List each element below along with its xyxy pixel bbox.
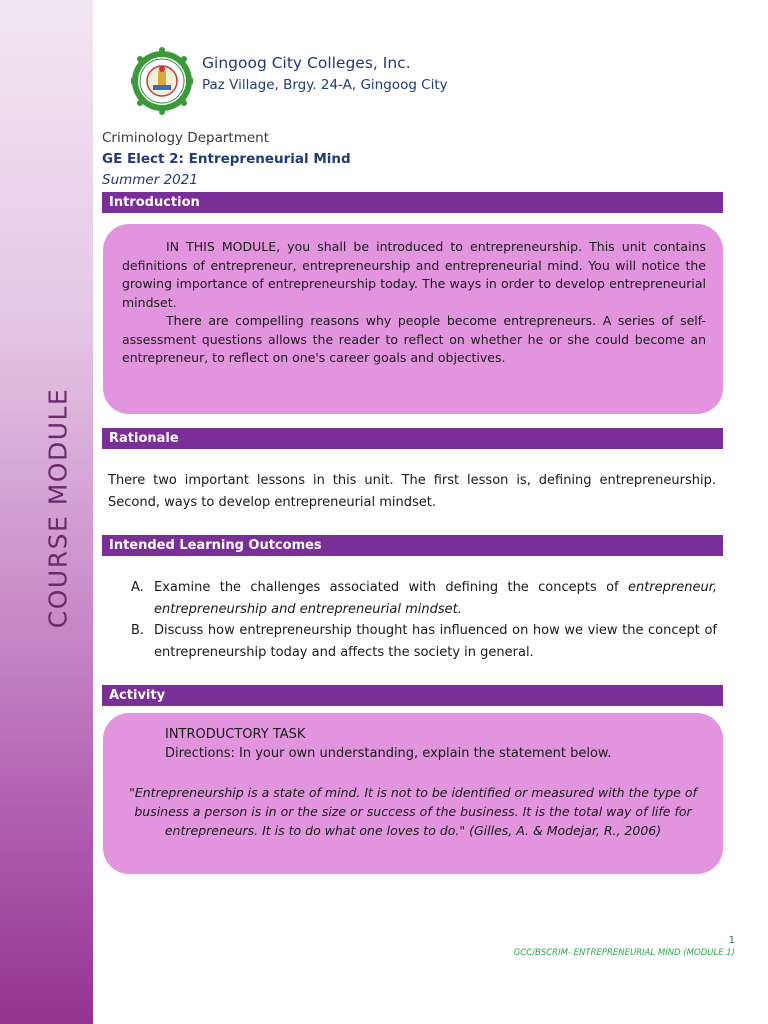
page-number: 1	[728, 935, 735, 946]
course-module-label: COURSE MODULE	[43, 387, 73, 629]
course-title: GE Elect 2: Entrepreneurial Mind	[102, 151, 351, 167]
department-name: Criminology Department	[102, 130, 269, 146]
outcome-marker: B.	[131, 623, 145, 638]
school-seal-logo	[131, 46, 193, 116]
introduction-paragraph-1: IN THIS MODULE, you shall be introduced to entrepreneurship. This unit contains definitions of entrepreneur, entrepreneurship and entrepreneurial mind. You will notice the growing importance of entrepreneurship today. The ways in order to develop entrepreneurial mindset.	[122, 239, 706, 310]
term-label: Summer 2021	[102, 172, 198, 188]
outcomes-heading: Intended Learning Outcomes	[102, 535, 723, 556]
activity-heading: Activity	[102, 685, 723, 706]
footer-text: GCC/BSCRIM- ENTREPRENEURIAL MIND (MODULE 1)	[513, 948, 735, 958]
side-strip	[0, 0, 93, 1024]
outcomes-list	[131, 577, 717, 663]
introduction-heading: Introduction	[102, 192, 723, 213]
task-directions: Directions: In your own understanding, explain the statement below.	[165, 746, 612, 761]
rationale-heading: Rationale	[102, 428, 723, 449]
outcome-item	[131, 577, 717, 620]
outcome-item	[131, 620, 717, 663]
school-address: Paz Village, Brgy. 24-A, Gingoog City	[202, 77, 448, 93]
introduction-paragraph-2: There are compelling reasons why people become entrepreneurs. A series of self-assessment questions allows the reader to reflect on whether he or she could become an entrepreneur, to reflect on one's career goals and objectives.	[122, 313, 706, 365]
outcome-marker: A.	[131, 580, 144, 595]
school-name: Gingoog City Colleges, Inc.	[202, 54, 411, 72]
rationale-text: There two important lessons in this unit. The first lesson is, defining entrepreneurship. Second, ways to develop entrepreneurial mindset.	[108, 473, 716, 510]
outcome-text: Discuss how entrepreneurship thought has influenced on how we view the concept of entrepreneurship today and affects the society in general.	[154, 623, 717, 660]
outcome-emphasis: entrepreneur, entrepreneurship and entrepreneurial mindset.	[154, 580, 717, 617]
task-title: INTRODUCTORY TASK	[165, 727, 306, 742]
outcome-text: Examine the challenges associated with defining the concepts of	[154, 580, 628, 595]
activity-quote: "Entrepreneurship is a state of mind. It is not to be identified or measured with the type of business a person is in or the size or success of the business. It is the total way of life for entrepreneurs. It is to do what one loves to do." (Gilles, A. & Modejar, R., 2006)	[129, 785, 697, 838]
introduction-text	[122, 238, 706, 368]
